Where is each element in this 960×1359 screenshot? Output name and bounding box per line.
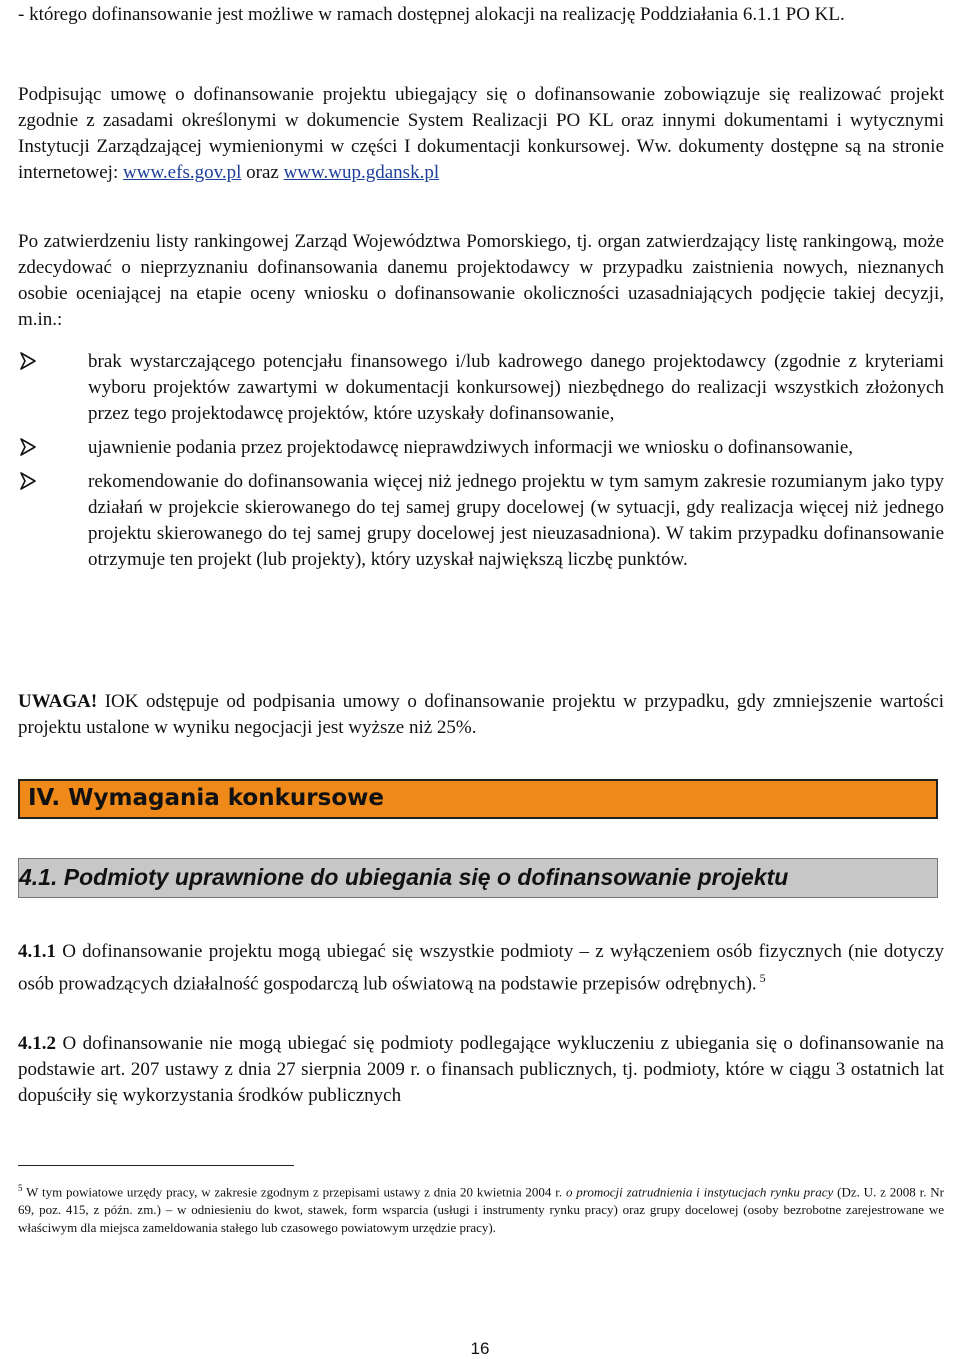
bullet-text: rekomendowanie do dofinansowania więcej niż jednego projektu w tym samym zakresie rozumianym jako typy działań w projekcie skierowanego do tej samej grupy docelowej (w sytuacji, gdy realizacja więcej niż jednego projektu skierowanego do tej samej grupy docelowej jest nieuzasadniona). W takim przypadku dofinansowanie otrzymuje ten projekt (lub projekty), który uzyskał największą liczbę punktów. — [88, 471, 944, 570]
section-heading-iv — [18, 779, 938, 819]
subsection-heading-4-1 — [18, 858, 938, 898]
footnote — [18, 1179, 944, 1237]
footnote-divider — [18, 1165, 294, 1166]
clause-number: 4.1.2 — [18, 1033, 56, 1054]
footnote-ref[interactable]: 5 — [756, 971, 766, 985]
paragraph-contract-signing — [18, 82, 944, 186]
uwaga-label: UWAGA! — [18, 691, 98, 712]
clause-text: O dofinansowanie nie mogą ubiegać się podmioty podlegające wykluczeniu z ubiegania się o dofinansowanie na podstawie art. 207 ustawy z dnia 27 sierpnia 2009 r. o finansach publicznych, tj. podmioty, które w ciągu 3 ostatnich lat dopuściły się wykorzystania środków publicznych — [18, 1033, 944, 1106]
bullet-text: ujawnienie podania przez projektodawcę nieprawdziwych informacji we wniosku o dofinansowanie, — [88, 437, 854, 458]
footnote-text-a: W tym powiatowe urzędy pracy, w zakresie zgodnym z przepisami ustawy z dnia 20 kwietnia 2004 r. — [22, 1184, 566, 1200]
arrowhead-bullet-icon — [18, 351, 38, 371]
list-item — [18, 469, 944, 573]
footnote-act-title: o promocji zatrudnienia i instytucjach rynku pracy — [565, 1184, 834, 1200]
paragraph-4-1-1 — [18, 939, 944, 997]
footnote-text-b: (Dz. U. z 2008 r. Nr 69, poz. 415, z późn. zm.) – w odniesieniu do kwot, stawek, form wsparcia (usługi i instrumenty rynku pracy) oraz grupy docelowej (osoby bezrobotne zarejestrowane we właściwym dla miejsca zameldowania stałego lub czasowego powiatowym urzędzie pracy). — [18, 1184, 945, 1236]
uwaga-text: IOK odstępuje od podpisania umowy o dofinansowanie projektu w przypadku, gdy zmniejszenie wartości projektu ustalone w wyniku negocjacji jest wyższe niż 25%. — [18, 691, 944, 738]
clause-text: O dofinansowanie projektu mogą ubiegać się wszystkie podmioty – z wyłączeniem osób fizycznych (nie dotyczy osób prowadzących działalność gospodarczą lub oświatową na podstawie przepisów odrębnych). — [18, 941, 944, 995]
paragraph-contract-text: Podpisując umowę o dofinansowanie projektu ubiegający się o dofinansowanie zobowiązuje się realizować projekt zgodnie z zasadami określonymi w dokumencie System Realizacji PO KL oraz innymi dokumentami i wytycznymi Instytucji Zarządzającej wymienionymi w części I dokumentacji konkursowej. Ww. dokumenty dostępne są na stronie internetowej: — [18, 84, 944, 183]
list-item — [18, 349, 944, 427]
paragraph-4-1-2 — [18, 1031, 944, 1109]
bullet-text: brak wystarczającego potencjału finansowego i/lub kadrowego danego projektodawcy (zgodnie z kryteriami wyboru projektów zawartymi w dokumentacji konkursowej) niezbędnego do realizacji wszystkich złożonych przez tego projektodawcę projektów, które uzyskały dofinansowanie, — [88, 351, 944, 424]
footnote-number: 5 — [18, 1183, 23, 1193]
paragraph-ranking-list: Po zatwierdzeniu listy rankingowej Zarząd Województwa Pomorskiego, tj. organ zatwierdzający listę rankingową, może zdecydować o nieprzyznaniu dofinansowania danemu projektodawcy w przypadku zaistnienia nowych, nieznanych osobie oceniającej na etapie oceny wniosku o dofinansowanie okoliczności uzasadniających podjęcie takiej decyzji, m.in.: — [18, 231, 944, 330]
link-efs[interactable]: www.efs.gov.pl — [123, 162, 242, 183]
section-title: IV. Wymagania konkursowe — [28, 785, 384, 811]
bullet-list — [18, 349, 944, 573]
list-item — [18, 435, 944, 461]
page-number: 16 — [470, 1339, 490, 1358]
link-wup[interactable]: www.wup.gdansk.pl — [283, 162, 440, 183]
paragraph-uwaga — [18, 689, 944, 741]
paragraph-allocation: - którego dofinansowanie jest możliwe w ramach dostępnej alokacji na realizację Poddziałania 6.1.1 PO KL. — [18, 4, 845, 25]
paragraph-contract-mid: oraz — [241, 162, 284, 183]
arrowhead-bullet-icon — [18, 471, 38, 491]
clause-number: 4.1.1 — [18, 941, 56, 962]
arrowhead-bullet-icon — [18, 437, 38, 457]
subsection-title: 4.1. Podmioty uprawnione do ubiegania się o dofinansowanie projektu — [19, 864, 789, 890]
